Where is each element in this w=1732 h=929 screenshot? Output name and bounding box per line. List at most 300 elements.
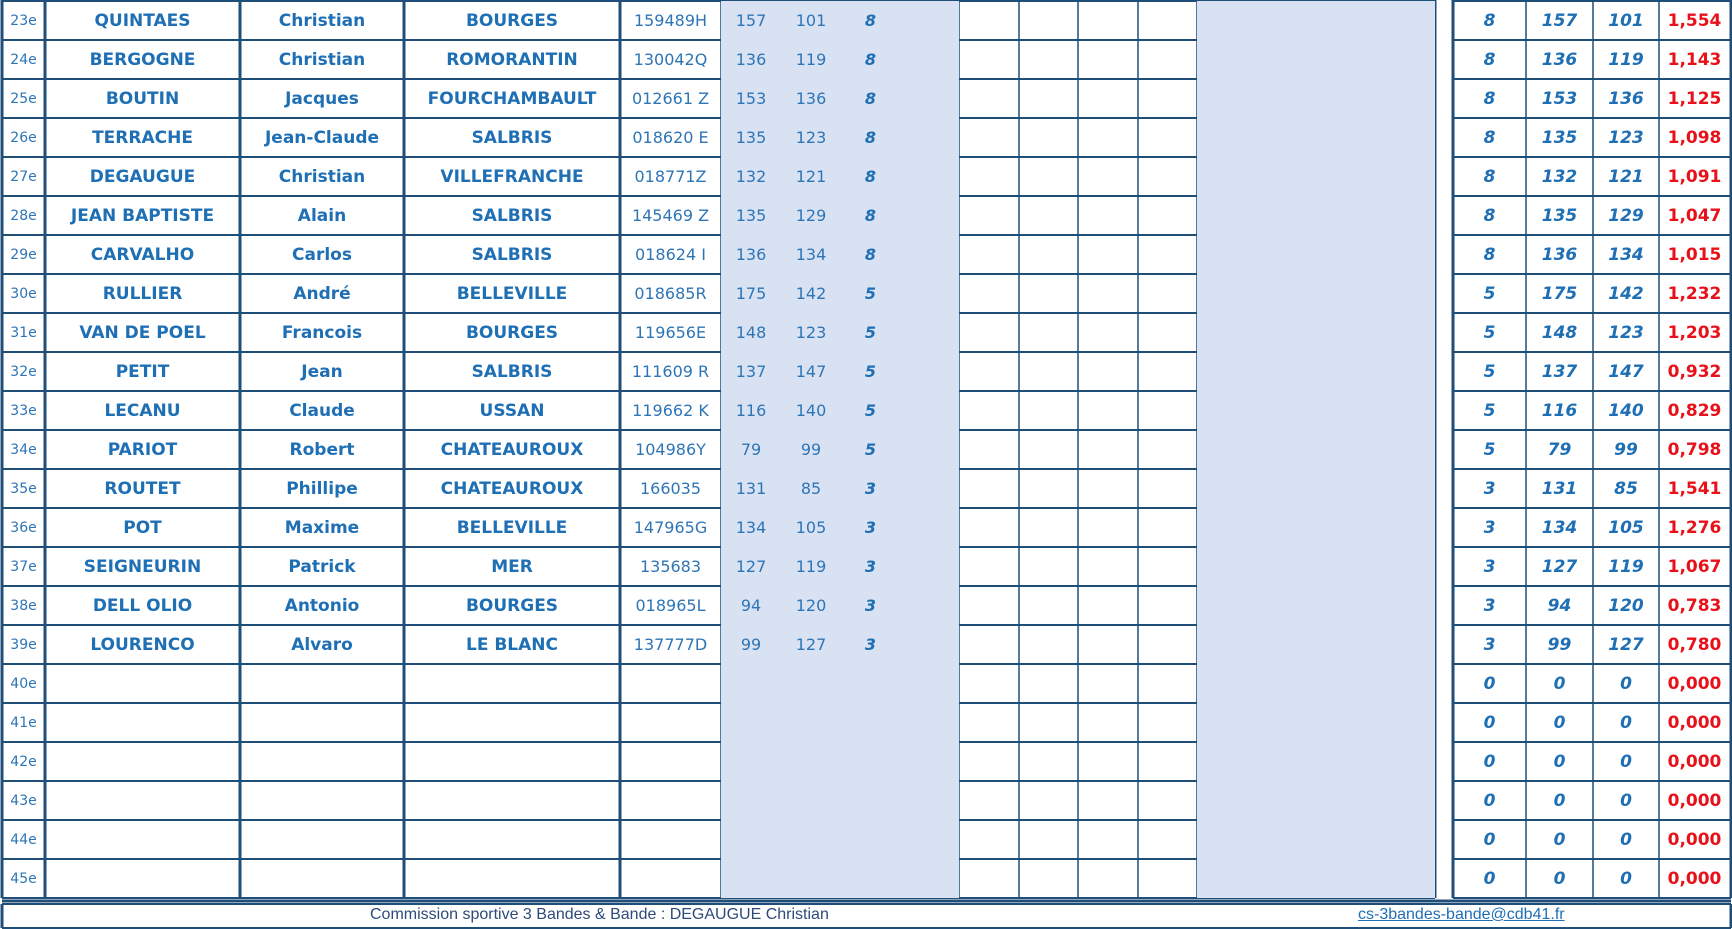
total-matches-cell: 3 xyxy=(1483,595,1496,616)
club-cell: BOURGES xyxy=(465,595,559,616)
total-reprises-cell: 134 xyxy=(1608,244,1644,265)
first-name-cell xyxy=(240,664,404,703)
rank-cell: 27e xyxy=(10,168,37,185)
licence-cell: 018624 I xyxy=(635,245,706,264)
total-reprises-cell: 140 xyxy=(1608,400,1644,421)
average-cell: 0,000 xyxy=(1667,712,1722,733)
total-points-cell: 99 xyxy=(1547,634,1572,655)
blank-cell xyxy=(1376,157,1435,196)
club-cell: CHATEAUROUX xyxy=(440,439,584,460)
table-row xyxy=(0,274,1732,313)
blank-cell xyxy=(1257,352,1316,391)
total-points-cell: 132 xyxy=(1541,166,1578,187)
total-points-cell: 134 xyxy=(1541,517,1578,538)
first-name-cell: Jean-Claude xyxy=(264,127,380,148)
blank-cell xyxy=(1376,742,1435,781)
total-points-cell: 136 xyxy=(1541,244,1578,265)
matches-cell: 8 xyxy=(841,235,900,274)
blank-cell xyxy=(1376,586,1435,625)
blank-cell xyxy=(1257,742,1316,781)
blank-cell xyxy=(1138,118,1197,157)
blank-cell xyxy=(1316,430,1376,469)
blank-cell xyxy=(1019,196,1078,235)
last-name-cell: CARVALHO xyxy=(90,244,195,265)
licence-cell: 018965L xyxy=(635,596,706,615)
average-cell: 1,047 xyxy=(1667,205,1722,226)
blank-cell xyxy=(1257,79,1316,118)
matches-cell: 8 xyxy=(841,196,900,235)
club-cell xyxy=(404,781,620,820)
table-row xyxy=(0,118,1732,157)
rank-cell: 26e xyxy=(10,129,37,146)
licence-cell: 012661 Z xyxy=(631,89,710,108)
licence-cell: 018685R xyxy=(634,284,707,303)
average-cell: 0,829 xyxy=(1667,400,1722,421)
blank-cell xyxy=(959,547,1019,586)
blank-cell xyxy=(1376,625,1435,664)
blank-cell xyxy=(1197,313,1257,352)
matches-cell: 8 xyxy=(841,1,900,40)
total-matches-cell: 0 xyxy=(1483,868,1496,889)
average-cell: 0,783 xyxy=(1667,595,1722,616)
blank-cell xyxy=(1138,820,1197,859)
blank-cell xyxy=(900,1,959,40)
licence-cell: 104986Y xyxy=(635,440,706,459)
last-name-cell: DELL OLIO xyxy=(92,595,193,616)
licence-cell xyxy=(620,781,721,820)
total-points-cell: 136 xyxy=(1541,49,1578,70)
blank-cell xyxy=(1019,586,1078,625)
club-cell: FOURCHAMBAULT xyxy=(427,88,597,109)
last-name-cell: VAN DE POEL xyxy=(79,322,206,343)
blank-cell xyxy=(1257,391,1316,430)
blank-cell xyxy=(1138,547,1197,586)
blank-cell xyxy=(1138,391,1197,430)
blank-cell xyxy=(959,508,1019,547)
average-cell: 0,000 xyxy=(1667,868,1722,889)
licence-cell: 119656E xyxy=(634,323,707,342)
last-name-cell xyxy=(45,820,240,859)
total-matches-cell: 5 xyxy=(1483,439,1496,460)
blank-cell xyxy=(1138,859,1197,898)
blank-cell xyxy=(1197,118,1257,157)
total-reprises-cell: 0 xyxy=(1620,868,1632,889)
blank-cell xyxy=(1316,547,1376,586)
matches-cell: 3 xyxy=(841,625,900,664)
blank-cell xyxy=(900,430,959,469)
blank-cell xyxy=(1197,196,1257,235)
blank-cell xyxy=(1138,235,1197,274)
last-name-cell: PETIT xyxy=(115,361,170,382)
blank-cell xyxy=(1197,664,1257,703)
blank-cell xyxy=(1019,625,1078,664)
total-matches-cell: 0 xyxy=(1483,751,1496,772)
points-cell: 157 xyxy=(721,1,781,40)
blank-cell xyxy=(1376,118,1435,157)
points-cell: 131 xyxy=(721,469,781,508)
blank-cell xyxy=(900,391,959,430)
last-name-cell: LOURENCO xyxy=(90,634,195,655)
rank-cell: 43e xyxy=(10,792,37,809)
total-reprises-cell: 129 xyxy=(1608,205,1644,226)
rank-cell: 35e xyxy=(10,480,37,497)
first-name-cell xyxy=(240,859,404,898)
blank-cell xyxy=(900,40,959,79)
reprises-cell: 127 xyxy=(781,625,841,664)
blank-cell xyxy=(1138,313,1197,352)
blank-cell xyxy=(1376,235,1435,274)
average-cell: 1,143 xyxy=(1667,49,1722,70)
blank-cell xyxy=(1019,313,1078,352)
table-row xyxy=(0,235,1732,274)
total-reprises-cell: 136 xyxy=(1608,88,1644,109)
average-cell: 0,000 xyxy=(1667,673,1722,694)
licence-cell: 135683 xyxy=(639,557,702,576)
blank-cell xyxy=(1257,40,1316,79)
blank-cell xyxy=(1197,859,1257,898)
blank-cell xyxy=(1197,703,1257,742)
blank-cell xyxy=(1078,664,1138,703)
points-cell: 135 xyxy=(721,118,781,157)
blank-cell xyxy=(959,781,1019,820)
average-cell: 1,541 xyxy=(1667,478,1722,499)
blank-cell xyxy=(1078,586,1138,625)
rank-cell: 25e xyxy=(10,90,37,107)
matches-cell: 5 xyxy=(841,313,900,352)
blank-cell xyxy=(1316,1,1376,40)
licence-cell xyxy=(620,820,721,859)
rank-cell: 45e xyxy=(10,870,37,887)
reprises-cell: 142 xyxy=(781,274,841,313)
first-name-cell: Antonio xyxy=(284,595,360,616)
blank-cell xyxy=(1078,508,1138,547)
blank-cell xyxy=(959,430,1019,469)
total-reprises-cell: 0 xyxy=(1620,751,1632,772)
matches-cell: 3 xyxy=(841,547,900,586)
table-row xyxy=(0,859,1732,898)
blank-cell xyxy=(959,40,1019,79)
first-name-cell: Christian xyxy=(278,166,366,187)
blank-cell xyxy=(900,352,959,391)
blank-cell xyxy=(1138,586,1197,625)
table-row xyxy=(0,508,1732,547)
blank-cell xyxy=(1197,40,1257,79)
matches-cell: 3 xyxy=(841,586,900,625)
total-points-cell: 148 xyxy=(1541,322,1578,343)
blank-cell xyxy=(959,274,1019,313)
total-reprises-cell: 119 xyxy=(1608,49,1644,70)
blank-cell xyxy=(1078,1,1138,40)
last-name-cell: DEGAUGUE xyxy=(89,166,196,187)
blank-cell xyxy=(1019,508,1078,547)
total-matches-cell: 8 xyxy=(1483,244,1496,265)
rank-cell: 34e xyxy=(10,441,37,458)
licence-cell xyxy=(620,742,721,781)
blank-cell xyxy=(1197,1,1257,40)
total-reprises-cell: 121 xyxy=(1608,166,1644,187)
blank-cell xyxy=(1257,469,1316,508)
total-reprises-cell: 123 xyxy=(1608,322,1644,343)
blank-cell xyxy=(900,547,959,586)
reprises-cell: 123 xyxy=(781,118,841,157)
blank-cell xyxy=(1019,274,1078,313)
rank-cell: 38e xyxy=(10,597,37,614)
rank-cell: 33e xyxy=(10,402,37,419)
blank-cell xyxy=(900,469,959,508)
blank-cell xyxy=(1376,79,1435,118)
points-cell xyxy=(721,820,781,859)
average-cell: 0,932 xyxy=(1667,361,1722,382)
rank-cell: 39e xyxy=(10,636,37,653)
club-cell: CHATEAUROUX xyxy=(440,478,584,499)
total-reprises-cell: 0 xyxy=(1620,712,1632,733)
table-row xyxy=(0,703,1732,742)
blank-cell xyxy=(1257,313,1316,352)
blank-cell xyxy=(1376,664,1435,703)
total-reprises-cell: 127 xyxy=(1608,634,1644,655)
blank-cell xyxy=(1019,469,1078,508)
blank-cell xyxy=(1138,157,1197,196)
blank-cell xyxy=(1257,664,1316,703)
first-name-cell: Christian xyxy=(278,10,366,31)
blank-cell xyxy=(959,313,1019,352)
average-cell: 1,554 xyxy=(1667,10,1722,31)
licence-cell: 018771Z xyxy=(634,167,707,186)
blank-cell xyxy=(1316,469,1376,508)
matches-cell: 5 xyxy=(841,391,900,430)
blank-cell xyxy=(959,625,1019,664)
last-name-cell: ROUTET xyxy=(104,478,181,499)
total-reprises-cell: 99 xyxy=(1614,439,1638,460)
reprises-cell: 147 xyxy=(781,352,841,391)
licence-cell xyxy=(620,703,721,742)
total-matches-cell: 0 xyxy=(1483,829,1496,850)
blank-cell xyxy=(1257,508,1316,547)
blank-cell xyxy=(1078,547,1138,586)
points-cell: 153 xyxy=(721,79,781,118)
reprises-cell xyxy=(781,859,841,898)
blank-cell xyxy=(1257,703,1316,742)
club-cell xyxy=(404,664,620,703)
reprises-cell: 140 xyxy=(781,391,841,430)
table-row xyxy=(0,820,1732,859)
rank-cell: 30e xyxy=(10,285,37,302)
rank-cell: 29e xyxy=(10,246,37,263)
blank-cell xyxy=(1257,235,1316,274)
blank-cell xyxy=(1316,118,1376,157)
total-points-cell: 137 xyxy=(1541,361,1578,382)
blank-cell xyxy=(1376,274,1435,313)
total-points-cell: 0 xyxy=(1553,790,1566,811)
total-matches-cell: 3 xyxy=(1483,478,1496,499)
blank-cell xyxy=(1078,703,1138,742)
club-cell: SALBRIS xyxy=(471,205,553,226)
blank-cell xyxy=(900,79,959,118)
licence-cell xyxy=(620,664,721,703)
blank-cell xyxy=(1078,352,1138,391)
matches-cell xyxy=(841,781,900,820)
first-name-cell xyxy=(240,781,404,820)
first-name-cell: Alain xyxy=(297,205,347,226)
blank-cell xyxy=(900,196,959,235)
last-name-cell xyxy=(45,703,240,742)
blank-cell xyxy=(1376,40,1435,79)
matches-cell: 3 xyxy=(841,469,900,508)
last-name-cell: JEAN BAPTISTE xyxy=(70,205,215,226)
blank-cell xyxy=(1257,118,1316,157)
blank-cell xyxy=(1257,196,1316,235)
blank-cell xyxy=(1078,196,1138,235)
blank-cell xyxy=(900,703,959,742)
blank-cell xyxy=(1078,313,1138,352)
total-points-cell: 157 xyxy=(1541,10,1578,31)
club-cell: VILLEFRANCHE xyxy=(440,166,584,187)
first-name-cell: Phillipe xyxy=(286,478,358,499)
blank-cell xyxy=(1316,781,1376,820)
blank-cell xyxy=(1257,430,1316,469)
table-row xyxy=(0,40,1732,79)
first-name-cell xyxy=(240,820,404,859)
blank-cell xyxy=(959,742,1019,781)
blank-cell xyxy=(1197,742,1257,781)
blank-cell xyxy=(1376,313,1435,352)
blank-cell xyxy=(959,352,1019,391)
blank-cell xyxy=(1197,274,1257,313)
reprises-cell: 120 xyxy=(781,586,841,625)
blank-cell xyxy=(1197,79,1257,118)
blank-cell xyxy=(1316,820,1376,859)
total-reprises-cell: 147 xyxy=(1608,361,1644,382)
total-reprises-cell: 101 xyxy=(1608,10,1644,31)
matches-cell xyxy=(841,664,900,703)
total-matches-cell: 8 xyxy=(1483,10,1496,31)
blank-cell xyxy=(1316,235,1376,274)
reprises-cell xyxy=(781,703,841,742)
rank-cell: 31e xyxy=(10,324,37,341)
first-name-cell: Claude xyxy=(289,400,355,421)
blank-cell xyxy=(1078,40,1138,79)
blank-cell xyxy=(1078,274,1138,313)
blank-cell xyxy=(1019,235,1078,274)
matches-cell: 8 xyxy=(841,118,900,157)
licence-cell: 111609 R xyxy=(631,362,710,381)
first-name-cell: Carlos xyxy=(292,244,352,265)
blank-cell xyxy=(1316,859,1376,898)
licence-cell xyxy=(620,859,721,898)
blank-cell xyxy=(1138,742,1197,781)
blank-cell xyxy=(1019,79,1078,118)
reprises-cell xyxy=(781,820,841,859)
matches-cell: 8 xyxy=(841,79,900,118)
total-points-cell: 0 xyxy=(1553,868,1566,889)
blank-cell xyxy=(1078,781,1138,820)
points-cell xyxy=(721,781,781,820)
reprises-cell: 134 xyxy=(781,235,841,274)
total-matches-cell: 5 xyxy=(1483,361,1496,382)
blank-cell xyxy=(1257,157,1316,196)
reprises-cell: 105 xyxy=(781,508,841,547)
blank-cell xyxy=(900,625,959,664)
reprises-cell: 101 xyxy=(781,1,841,40)
points-cell: 116 xyxy=(721,391,781,430)
reprises-cell: 121 xyxy=(781,157,841,196)
blank-cell xyxy=(1257,781,1316,820)
footer-email-link[interactable]: cs-3bandes-bande@cdb41.fr xyxy=(1358,906,1565,923)
matches-cell: 3 xyxy=(841,508,900,547)
licence-cell: 119662 K xyxy=(632,401,709,420)
blank-cell xyxy=(1316,391,1376,430)
blank-cell xyxy=(900,820,959,859)
matches-cell xyxy=(841,742,900,781)
table-row xyxy=(0,625,1732,664)
last-name-cell: TERRACHE xyxy=(92,127,193,148)
blank-cell xyxy=(1019,391,1078,430)
total-reprises-cell: 105 xyxy=(1608,517,1644,538)
blank-cell xyxy=(1316,352,1376,391)
first-name-cell: Robert xyxy=(289,439,355,460)
blank-cell xyxy=(900,118,959,157)
blank-cell xyxy=(1138,79,1197,118)
blank-cell xyxy=(1376,196,1435,235)
points-cell: 99 xyxy=(721,625,781,664)
rank-cell: 36e xyxy=(10,519,37,536)
last-name-cell xyxy=(45,859,240,898)
blank-cell xyxy=(1197,508,1257,547)
blank-cell xyxy=(1316,742,1376,781)
blank-cell xyxy=(1019,820,1078,859)
total-reprises-cell: 85 xyxy=(1614,478,1638,499)
licence-cell: 159489H xyxy=(633,11,708,30)
average-cell: 1,276 xyxy=(1667,517,1722,538)
rank-cell: 37e xyxy=(10,558,37,575)
blank-cell xyxy=(1078,469,1138,508)
points-cell: 132 xyxy=(721,157,781,196)
club-cell xyxy=(404,820,620,859)
total-matches-cell: 3 xyxy=(1483,517,1496,538)
club-cell: BOURGES xyxy=(465,10,559,31)
total-points-cell: 175 xyxy=(1541,283,1578,304)
reprises-cell xyxy=(781,742,841,781)
table-row xyxy=(0,430,1732,469)
matches-cell xyxy=(841,703,900,742)
total-reprises-cell: 120 xyxy=(1608,595,1644,616)
first-name-cell: André xyxy=(293,283,351,304)
licence-cell: 145469 Z xyxy=(631,206,710,225)
reprises-cell: 85 xyxy=(781,469,841,508)
points-cell xyxy=(721,859,781,898)
table-row xyxy=(0,469,1732,508)
blank-cell xyxy=(959,118,1019,157)
average-cell: 1,125 xyxy=(1667,88,1722,109)
reprises-cell: 129 xyxy=(781,196,841,235)
first-name-cell: Maxime xyxy=(284,517,360,538)
blank-cell xyxy=(1316,313,1376,352)
blank-cell xyxy=(1376,1,1435,40)
blank-cell xyxy=(1197,547,1257,586)
blank-cell xyxy=(1078,820,1138,859)
club-cell: USSAN xyxy=(479,400,545,421)
rank-cell: 28e xyxy=(10,207,37,224)
last-name-cell: BOUTIN xyxy=(105,88,180,109)
total-matches-cell: 8 xyxy=(1483,127,1496,148)
points-cell: 94 xyxy=(721,586,781,625)
table-row xyxy=(0,196,1732,235)
blank-cell xyxy=(1376,352,1435,391)
blank-cell xyxy=(1376,820,1435,859)
table-row xyxy=(0,391,1732,430)
last-name-cell: LECANU xyxy=(104,400,181,421)
total-matches-cell: 0 xyxy=(1483,790,1496,811)
